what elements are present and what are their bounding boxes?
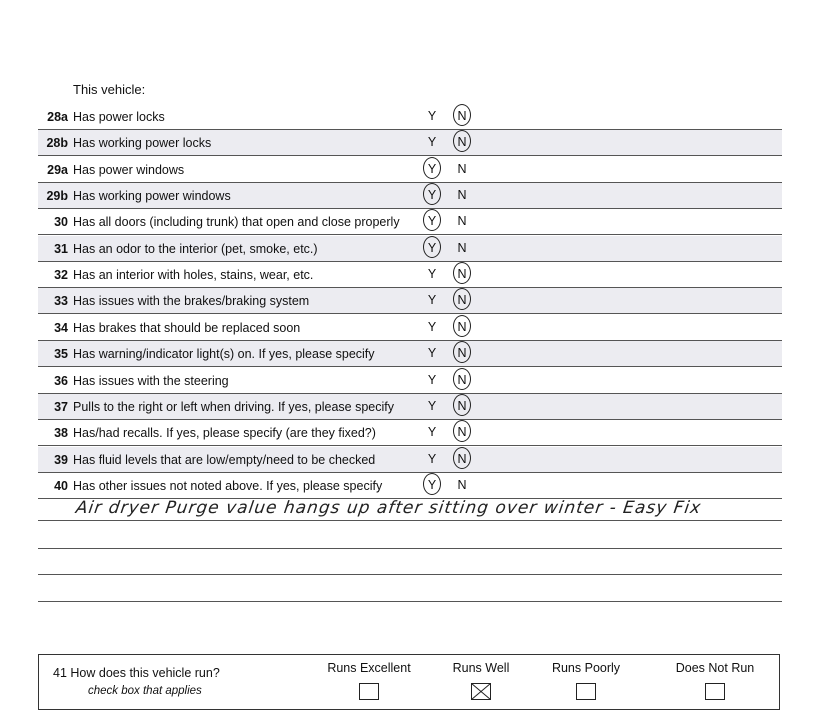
yes-option[interactable]: Y: [427, 319, 437, 334]
yes-option[interactable]: Y: [427, 267, 437, 282]
question-row: [38, 262, 782, 288]
no-option[interactable]: N: [457, 188, 467, 203]
question-number: 29b: [46, 189, 68, 204]
answer-line: [38, 520, 782, 521]
question-number: 28b: [46, 136, 68, 151]
answer-circle: [453, 394, 471, 416]
run-option-label: Does Not Run: [675, 661, 755, 675]
yes-option[interactable]: Y: [427, 188, 437, 203]
answer-circle: [423, 236, 441, 258]
question-41: [53, 666, 220, 680]
yes-option[interactable]: Y: [427, 293, 437, 308]
run-option-checkbox[interactable]: [359, 683, 379, 700]
question-number: 28a: [47, 110, 68, 124]
answer-circle: [423, 157, 441, 179]
answer-circle: [423, 183, 441, 205]
no-option[interactable]: N: [457, 267, 467, 282]
yes-option[interactable]: Y: [427, 135, 437, 150]
question-number: 31: [54, 241, 68, 256]
question-number: 29a: [47, 162, 68, 177]
no-option[interactable]: N: [457, 240, 467, 255]
question-text: Has all doors (including trunk) that open and close properly: [73, 215, 400, 230]
run-option-checkbox[interactable]: [576, 683, 596, 700]
question-text: Has an odor to the interior (pet, smoke, etc.): [73, 241, 318, 256]
yes-option[interactable]: Y: [427, 346, 437, 361]
question-row: [38, 104, 782, 130]
yes-option[interactable]: Y: [427, 477, 437, 492]
answer-circle: [453, 447, 471, 469]
no-option[interactable]: N: [457, 109, 467, 123]
question-text: Has working power windows: [73, 189, 231, 204]
answer-circle: [453, 262, 471, 284]
no-option[interactable]: N: [457, 319, 467, 334]
yes-option[interactable]: Y: [427, 214, 437, 229]
question-text: Has an interior with holes, stains, wear, etc.: [73, 268, 314, 283]
question-number: 34: [54, 320, 68, 335]
no-option[interactable]: N: [457, 293, 467, 308]
question-text: Pulls to the right or left when driving. If yes, please specify: [73, 399, 394, 414]
question-row: [38, 341, 782, 367]
question-row: [38, 209, 782, 235]
question-number: 36: [54, 373, 68, 388]
question-text: Has issues with the brakes/braking system: [73, 294, 310, 309]
yes-option[interactable]: Y: [427, 109, 437, 123]
question-row: [38, 130, 782, 156]
yes-option[interactable]: Y: [427, 398, 437, 413]
no-option[interactable]: N: [457, 372, 467, 387]
yes-option[interactable]: Y: [427, 425, 437, 440]
question-row: [38, 157, 782, 183]
question-row: [38, 473, 782, 499]
question-number: 37: [54, 399, 68, 414]
question-row: [38, 183, 782, 209]
yes-option[interactable]: Y: [427, 240, 437, 255]
question-text: Has working power locks: [73, 136, 212, 151]
yes-option[interactable]: Y: [427, 451, 437, 466]
question-text: Has power windows: [73, 162, 185, 177]
question-text: Has brakes that should be replaced soon: [73, 320, 301, 335]
answer-circle: [453, 104, 471, 126]
question-text: Has power locks: [73, 110, 165, 124]
question-row: [38, 315, 782, 341]
question-row: [38, 447, 782, 473]
run-condition-box: [38, 654, 780, 710]
question-number: 32: [54, 268, 68, 283]
question-number: 38: [54, 426, 68, 441]
answer-circle: [453, 315, 471, 337]
question-text: Has other issues not noted above. If yes, please specify: [73, 478, 383, 493]
question-number: 33: [54, 294, 68, 309]
no-option[interactable]: N: [457, 477, 467, 492]
no-option[interactable]: N: [457, 161, 467, 176]
question-number: 35: [54, 347, 68, 362]
question-41-hint: check box that applies: [88, 685, 202, 697]
no-option[interactable]: N: [457, 398, 467, 413]
question-text: How does this vehicle run?: [70, 666, 220, 680]
run-option-label: Runs Excellent: [327, 661, 411, 675]
question-number: 41: [53, 666, 67, 680]
run-option-checkbox[interactable]: [471, 683, 491, 700]
answer-circle: [453, 368, 471, 390]
answer-circle: [453, 341, 471, 363]
question-text: Has/had recalls. If yes, please specify (are they fixed?): [73, 426, 376, 441]
run-option-label: Runs Poorly: [551, 661, 621, 675]
answer-line: [38, 601, 782, 602]
no-option[interactable]: N: [457, 135, 467, 150]
run-option-checkbox[interactable]: [705, 683, 725, 700]
answer-line: [38, 548, 782, 549]
no-option[interactable]: N: [457, 451, 467, 466]
yes-option[interactable]: Y: [427, 161, 437, 176]
question-number: 30: [54, 215, 68, 230]
answer-circle: [423, 473, 441, 495]
no-option[interactable]: N: [457, 425, 467, 440]
handwritten-note: Air dryer Purge value hangs up after sitting over winter - Easy Fix: [74, 498, 703, 518]
question-number: 39: [54, 452, 68, 467]
question-text: Has fluid levels that are low/empty/need to be checked: [73, 452, 376, 467]
no-option[interactable]: N: [457, 346, 467, 361]
question-row: [38, 368, 782, 394]
run-option-label: Runs Well: [452, 661, 510, 675]
question-row: [38, 420, 782, 446]
question-number: 40: [54, 478, 68, 493]
question-row: [38, 288, 782, 314]
answer-line: [38, 574, 782, 575]
yes-option[interactable]: Y: [427, 372, 437, 387]
question-row: [38, 394, 782, 420]
section-heading: This vehicle:: [73, 82, 146, 97]
question-row: [38, 236, 782, 262]
question-text: Has issues with the steering: [73, 373, 229, 388]
no-option[interactable]: N: [457, 214, 467, 229]
question-text: Has warning/indicator light(s) on. If yes, please specify: [73, 347, 375, 362]
